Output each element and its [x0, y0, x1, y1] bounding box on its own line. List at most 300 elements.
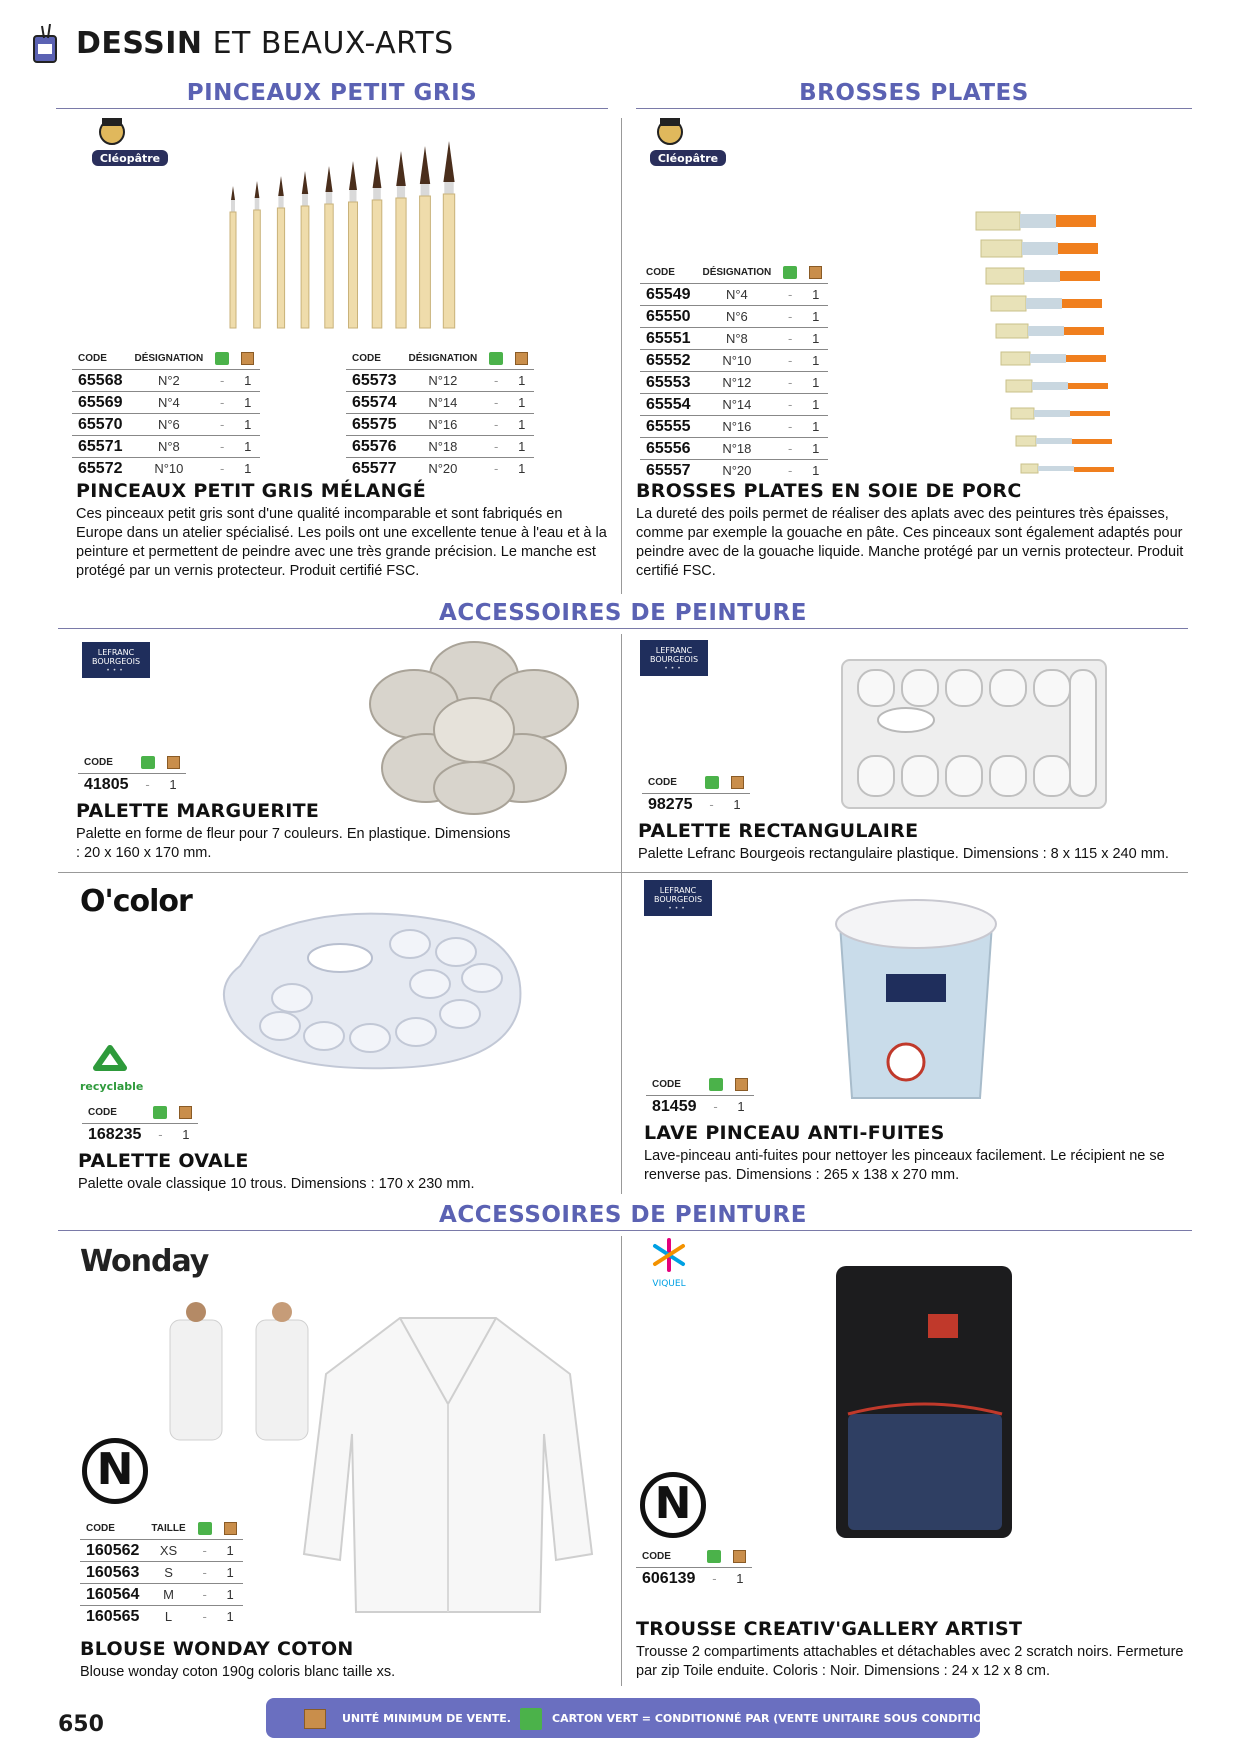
carton-qty: -: [483, 370, 509, 392]
lefranc-logo-line1: LEFRANC: [97, 648, 135, 657]
carton-qty: -: [483, 392, 509, 414]
flat-brush-handle: [1058, 243, 1098, 254]
product-code: 65552: [640, 350, 697, 372]
col-carton-icon: [777, 264, 803, 284]
col-code: CODE: [648, 777, 677, 788]
unit-qty: 1: [235, 370, 260, 392]
rectangulaire-table: [642, 774, 750, 815]
section-heading-accessoires-2: ACCESSOIRES DE PEINTURE: [439, 1202, 807, 1228]
box-icon: [809, 266, 822, 279]
section-rule: [636, 108, 1192, 109]
product-code: 65576: [346, 436, 403, 458]
product-code: 65573: [346, 370, 403, 392]
unit-qty: 1: [803, 416, 828, 438]
product-title-marguerite: PALETTE MARGUERITE: [76, 800, 320, 822]
designation: N°14: [403, 392, 484, 414]
product-code: 160565: [80, 1606, 145, 1628]
brush-tip: [231, 186, 235, 200]
palette-well: [396, 1018, 436, 1046]
carton-qty: -: [192, 1584, 218, 1606]
flat-brush-handle: [1066, 355, 1106, 362]
flat-brush-ferrule: [1036, 438, 1072, 444]
unit-qty: 1: [509, 436, 534, 458]
product-code: 65575: [346, 414, 403, 436]
brush-tip: [373, 156, 382, 188]
designation: N°8: [697, 328, 778, 350]
product-code: 65574: [346, 392, 403, 414]
page-title: [76, 26, 454, 61]
table-row: [78, 774, 186, 796]
unit-qty: 1: [218, 1584, 243, 1606]
palette-well: [462, 964, 502, 992]
lefranc-logo-line2: BOURGEOIS: [91, 657, 141, 666]
palette-well: [1034, 670, 1070, 706]
lefranc-logo-line1: LEFRANC: [659, 886, 697, 895]
carton-qty: -: [147, 1124, 173, 1146]
col-unit-icon: [509, 350, 534, 370]
table-row: [640, 284, 828, 306]
product-code: 168235: [82, 1124, 147, 1146]
product-desc-trousse: Trousse 2 compartiments attachables et détachables avec 2 scratch noirs. Fermeture par zip Toile enduite. Coloris : Noir. Dimensions : 24 x 12 x 8 cm.: [636, 1644, 1184, 1679]
brush-ferrule: [444, 182, 453, 194]
carton-qty: -: [192, 1606, 218, 1628]
col-code: CODE: [352, 353, 381, 364]
table-row: [72, 370, 260, 392]
column-divider: [621, 1236, 622, 1686]
marguerite-table: [78, 754, 186, 795]
product-desc-brosses: La dureté des poils permet de réaliser des aplats avec des peintures très épaisses, comme par exemple la gouache en pâte. Ces pinceaux sont également adaptés pour peindre avec de la gouache liquide. Manche protégé par un vernis protecteur. Produit certifié FSC.: [636, 506, 1184, 579]
box-icon: [167, 756, 180, 769]
brush-tip: [396, 151, 406, 186]
product-code: 606139: [636, 1568, 701, 1590]
brush-ferrule: [302, 194, 308, 206]
cleopatre-logo: [90, 116, 170, 182]
palette-well: [436, 938, 476, 966]
wonday-logo: Wonday: [80, 1244, 209, 1279]
flat-brush-bristles: [996, 324, 1028, 338]
pinceaux-table-a: [72, 350, 260, 479]
carton-qty: -: [777, 438, 803, 460]
brush-tip: [349, 161, 357, 190]
product-title-trousse: TROUSSE CREATIV'GALLERY ARTIST: [636, 1618, 1023, 1640]
carton-qty: -: [777, 350, 803, 372]
col-code: CODE: [86, 1523, 115, 1534]
flat-brush-bristles: [976, 212, 1020, 230]
table-row: [72, 458, 260, 480]
green-carton-icon: [520, 1708, 542, 1730]
palette-well: [858, 670, 894, 706]
lefranc-bourgeois-logo: LEFRANC BOURGEOIS •••: [640, 640, 708, 676]
unit-qty: 1: [725, 794, 750, 816]
designation: N°20: [697, 460, 778, 482]
flat-brush-bristles: [1011, 408, 1034, 419]
box-icon: [224, 1522, 237, 1535]
flat-brush-bristles: [1001, 352, 1030, 365]
carton-qty: -: [777, 328, 803, 350]
table-row: [80, 1584, 243, 1606]
table-row: [346, 414, 534, 436]
carton-qty: -: [209, 436, 235, 458]
flat-brush-set-image: [970, 206, 1130, 486]
designation: N°16: [697, 416, 778, 438]
col-designation: DÉSIGNATION: [408, 353, 478, 364]
green-carton-icon: [153, 1106, 167, 1119]
unit-qty: 1: [235, 458, 260, 480]
brush-ferrule: [350, 190, 357, 202]
viquel-logo-text: VIQUEL: [652, 1279, 686, 1289]
product-code: 65557: [640, 460, 697, 482]
product-code: 65553: [640, 372, 697, 394]
brosses-table: [640, 264, 828, 481]
table-row: [80, 1562, 243, 1584]
unit-qty: 1: [218, 1540, 243, 1562]
brush-handle: [301, 206, 309, 328]
brush-ferrule: [397, 186, 405, 198]
table-row: [646, 1096, 754, 1118]
table-row: [72, 392, 260, 414]
col-code: CODE: [652, 1079, 681, 1090]
flat-brush-ferrule: [1032, 382, 1068, 390]
lefranc-logo-line2: BOURGEOIS: [649, 655, 699, 664]
lefranc-logo-line2: BOURGEOIS: [653, 895, 703, 904]
new-product-badge: N: [82, 1438, 148, 1504]
cleopatre-logo: [648, 116, 728, 182]
flat-brush-bristles: [981, 240, 1022, 257]
designation: N°10: [697, 350, 778, 372]
palette-well: [440, 1000, 480, 1028]
brush-washer-image: [826, 894, 1006, 1106]
cleopatre-logo-text: Cléopâtre: [99, 152, 161, 165]
palette-well: [858, 756, 894, 796]
product-code: 65555: [640, 416, 697, 438]
palette-well: [990, 756, 1026, 796]
brush-handle: [277, 208, 284, 328]
oval-palette-image: [220, 906, 526, 1074]
brush-tip: [302, 171, 308, 194]
carton-qty: -: [483, 436, 509, 458]
unit-qty: 1: [509, 392, 534, 414]
product-code: 65551: [640, 328, 697, 350]
col-code: CODE: [646, 267, 675, 278]
product-code: 41805: [78, 774, 135, 796]
box-icon: [733, 1550, 746, 1563]
col-code: CODE: [84, 757, 113, 768]
col-carton-icon: [209, 350, 235, 370]
brush-set-image: [225, 128, 475, 338]
green-carton-icon: [141, 756, 155, 769]
product-code: 65577: [346, 458, 403, 480]
designation: N°6: [129, 414, 210, 436]
flat-brush-handle: [1056, 215, 1096, 227]
product-title-pinceaux: PINCEAUX PETIT GRIS MÉLANGÉ: [76, 480, 427, 502]
pinceaux-table-b: [346, 350, 534, 479]
carton-qty: -: [209, 370, 235, 392]
brush-handle: [420, 196, 431, 328]
brush-tip: [278, 176, 284, 196]
carton-qty: -: [699, 794, 725, 816]
product-code: 98275: [642, 794, 699, 816]
green-carton-icon: [215, 352, 229, 365]
paint-pot-icon: [30, 24, 60, 64]
flat-brush-bristles: [1021, 464, 1038, 473]
unit-qty: 1: [235, 392, 260, 414]
col-unit-icon: [235, 350, 260, 370]
brush-handle: [230, 212, 236, 328]
brush-tip: [325, 166, 332, 192]
table-row: [346, 436, 534, 458]
rectangular-palette-image: [838, 656, 1110, 812]
legend-carton-text: CARTON VERT = CONDITIONNÉ PAR (VENTE UNITAIRE SOUS CONDITION).: [552, 1712, 1001, 1725]
designation: N°14: [697, 394, 778, 416]
palette-well: [410, 970, 450, 998]
carton-qty: -: [777, 416, 803, 438]
palette-well: [902, 670, 938, 706]
palette-well: [390, 930, 430, 958]
unit-qty: 1: [509, 458, 534, 480]
legend-bar: [266, 1698, 1001, 1738]
designation: N°4: [697, 284, 778, 306]
brush-ferrule: [326, 192, 332, 204]
flat-brush-handle: [1070, 411, 1110, 416]
product-code: 65556: [640, 438, 697, 460]
brush-handle: [325, 204, 333, 328]
product-title-lave: LAVE PINCEAU ANTI-FUITES: [644, 1122, 945, 1144]
col-code: CODE: [78, 353, 107, 364]
designation: N°4: [129, 392, 210, 414]
palette-well: [990, 670, 1026, 706]
flat-brush-handle: [1062, 299, 1102, 308]
brush-tip: [443, 141, 454, 182]
section-heading-accessoires-1: ACCESSOIRES DE PEINTURE: [439, 600, 807, 626]
flat-brush-handle: [1074, 467, 1114, 472]
product-title-brosses: BROSSES PLATES EN SOIE DE PORC: [636, 480, 1022, 502]
cleopatre-logo-text: Cléopâtre: [657, 152, 719, 165]
product-code: 65549: [640, 284, 697, 306]
col-code: CODE: [88, 1107, 117, 1118]
flower-palette-image: [360, 640, 588, 816]
brush-handle: [372, 200, 382, 328]
section-heading-pinceaux: PINCEAUX PETIT GRIS: [186, 80, 478, 106]
brush-ferrule: [373, 188, 381, 200]
size: L: [145, 1606, 191, 1628]
col-unit-icon: [803, 264, 828, 284]
product-code: 160563: [80, 1562, 145, 1584]
unit-qty: 1: [509, 414, 534, 436]
table-row: [640, 394, 828, 416]
carton-qty: -: [209, 414, 235, 436]
flat-brush-ferrule: [1030, 354, 1066, 363]
box-icon: [515, 352, 528, 365]
row-divider: [58, 872, 1188, 873]
green-carton-icon: [707, 1550, 721, 1563]
flat-brush-ferrule: [1038, 466, 1074, 471]
flat-brush-ferrule: [1024, 270, 1060, 282]
lave-table: [646, 1076, 754, 1117]
page-number: 650: [58, 1712, 104, 1737]
box-icon: [735, 1078, 748, 1091]
designation: N°12: [403, 370, 484, 392]
viquel-logo: [644, 1236, 694, 1290]
palette-well: [1034, 756, 1070, 796]
palette-well: [902, 756, 938, 796]
carton-qty: -: [209, 458, 235, 480]
legend-unit-text: UNITÉ MINIMUM DE VENTE.: [342, 1712, 511, 1725]
product-title-ovale: PALETTE OVALE: [78, 1150, 249, 1172]
unit-qty: 1: [218, 1606, 243, 1628]
unit-qty: 1: [803, 306, 828, 328]
flat-brush-bristles: [986, 268, 1024, 284]
product-code: 65572: [72, 458, 129, 480]
brush-tip: [420, 146, 430, 184]
carton-qty: -: [703, 1096, 729, 1118]
table-row: [346, 392, 534, 414]
palette-well: [304, 1022, 344, 1050]
product-code: 81459: [646, 1096, 703, 1118]
section-rule: [58, 1230, 1192, 1231]
table-row: [346, 370, 534, 392]
lefranc-logo-line1: LEFRANC: [655, 646, 693, 655]
table-row: [640, 460, 828, 482]
flat-brush-ferrule: [1028, 326, 1064, 336]
carton-qty: -: [701, 1568, 727, 1590]
designation: N°18: [697, 438, 778, 460]
size: S: [145, 1562, 191, 1584]
carton-qty: -: [135, 774, 161, 796]
flat-brush-ferrule: [1034, 410, 1070, 417]
unit-qty: 1: [218, 1562, 243, 1584]
flat-brush-ferrule: [1026, 298, 1062, 309]
brush-handle: [254, 210, 261, 328]
table-row: [640, 372, 828, 394]
product-code: 160562: [80, 1540, 145, 1562]
unit-qty: 1: [235, 436, 260, 458]
carton-qty: -: [209, 392, 235, 414]
carton-qty: -: [483, 458, 509, 480]
table-row: [346, 458, 534, 480]
brush-handle: [349, 202, 358, 328]
flat-brush-ferrule: [1020, 214, 1056, 228]
green-carton-icon: [705, 776, 719, 789]
green-carton-icon: [198, 1522, 212, 1535]
unit-qty: 1: [803, 394, 828, 416]
box-icon: [304, 1709, 326, 1729]
carton-qty: -: [777, 372, 803, 394]
trousse-table: [636, 1548, 752, 1589]
table-row: [640, 438, 828, 460]
flat-brush-ferrule: [1022, 242, 1058, 255]
carton-qty: -: [777, 394, 803, 416]
box-icon: [731, 776, 744, 789]
ovale-table: [82, 1104, 198, 1145]
carton-qty: -: [777, 460, 803, 482]
palette-well: [946, 670, 982, 706]
page-title-bold: DESSIN: [76, 26, 203, 61]
unit-qty: 1: [803, 460, 828, 482]
col-code: CODE: [642, 1551, 671, 1562]
flat-brush-bristles: [991, 296, 1026, 311]
product-desc-lave: Lave-pinceau anti-fuites pour nettoyer les pinceaux facilement. Le récipient ne se renverse pas. Dimensions : 265 x 138 x 270 mm.: [644, 1148, 1165, 1183]
brush-ferrule: [231, 200, 235, 212]
product-code: 65570: [72, 414, 129, 436]
col-designation: DÉSIGNATION: [702, 267, 772, 278]
column-divider: [621, 118, 622, 594]
product-desc-marguerite: Palette en forme de fleur pour 7 couleurs. En plastique. Dimensions : 20 x 160 x 170 mm.: [76, 826, 511, 861]
table-row: [640, 416, 828, 438]
product-desc-rectangulaire: Palette Lefranc Bourgeois rectangulaire plastique. Dimensions : 8 x 115 x 240 mm.: [638, 846, 1169, 862]
product-code: 65550: [640, 306, 697, 328]
column-divider: [621, 634, 622, 1194]
product-desc-blouse: Blouse wonday coton 190g coloris blanc taille xs.: [80, 1664, 396, 1680]
box-icon: [179, 1106, 192, 1119]
size: XS: [145, 1540, 191, 1562]
flat-brush-bristles: [1006, 380, 1032, 392]
pencil-case-image: [834, 1262, 1014, 1542]
palette-well: [350, 1024, 390, 1052]
palette-well: [260, 1012, 300, 1040]
unit-qty: 1: [509, 370, 534, 392]
brush-ferrule: [278, 196, 283, 208]
unit-qty: 1: [803, 350, 828, 372]
ocolor-logo: O'color: [80, 884, 192, 919]
table-row: [640, 306, 828, 328]
unit-qty: 1: [803, 372, 828, 394]
product-title-rectangulaire: PALETTE RECTANGULAIRE: [638, 820, 919, 842]
brush-ferrule: [255, 198, 260, 210]
product-desc-ovale: Palette ovale classique 10 trous. Dimensions : 170 x 230 mm.: [78, 1176, 475, 1192]
flat-brush-handle: [1064, 327, 1104, 335]
table-row: [80, 1606, 243, 1628]
product-code: 65569: [72, 392, 129, 414]
col-carton-icon: [483, 350, 509, 370]
green-carton-icon: [709, 1078, 723, 1091]
recyclable-label: recyclable: [80, 1080, 144, 1093]
section-heading-brosses: BROSSES PLATES: [799, 80, 1029, 106]
carton-qty: -: [192, 1562, 218, 1584]
product-code: 65568: [72, 370, 129, 392]
carton-qty: -: [192, 1540, 218, 1562]
carton-qty: -: [777, 306, 803, 328]
designation: N°20: [403, 458, 484, 480]
carton-qty: -: [483, 414, 509, 436]
section-rule: [58, 628, 1188, 629]
table-row: [72, 414, 260, 436]
col-taille: TAILLE: [151, 1523, 186, 1534]
table-row: [636, 1568, 752, 1590]
brush-tip: [255, 181, 260, 198]
table-row: [640, 328, 828, 350]
flat-brush-handle: [1060, 271, 1100, 281]
lab-coat-image: [300, 1314, 596, 1616]
product-desc-pinceaux: Ces pinceaux petit gris sont d'une qualité incomparable et sont fabriqués en Europe dans un atelier spécialisé. Les poils ont une excellente tenue à l'eau et à la peinture et permettent de peindre avec une très grande précision. Le manche est protégé par un vernis protecteur. Produit certifié FSC.: [76, 506, 607, 579]
blouse-table: [80, 1520, 243, 1627]
table-row: [642, 794, 750, 816]
designation: N°16: [403, 414, 484, 436]
product-code: 65571: [72, 436, 129, 458]
palette-well: [946, 756, 982, 796]
product-title-blouse: BLOUSE WONDAY COTON: [80, 1638, 354, 1660]
green-carton-icon: [783, 266, 797, 279]
designation: N°2: [129, 370, 210, 392]
lefranc-bourgeois-logo: LEFRANC BOURGEOIS •••: [644, 880, 712, 916]
unit-qty: 1: [803, 284, 828, 306]
brush-handle: [396, 198, 406, 328]
size: M: [145, 1584, 191, 1606]
new-product-badge: N: [640, 1472, 706, 1538]
product-code: 160564: [80, 1584, 145, 1606]
unit-qty: 1: [235, 414, 260, 436]
unit-qty: 1: [729, 1096, 754, 1118]
unit-qty: 1: [727, 1568, 752, 1590]
